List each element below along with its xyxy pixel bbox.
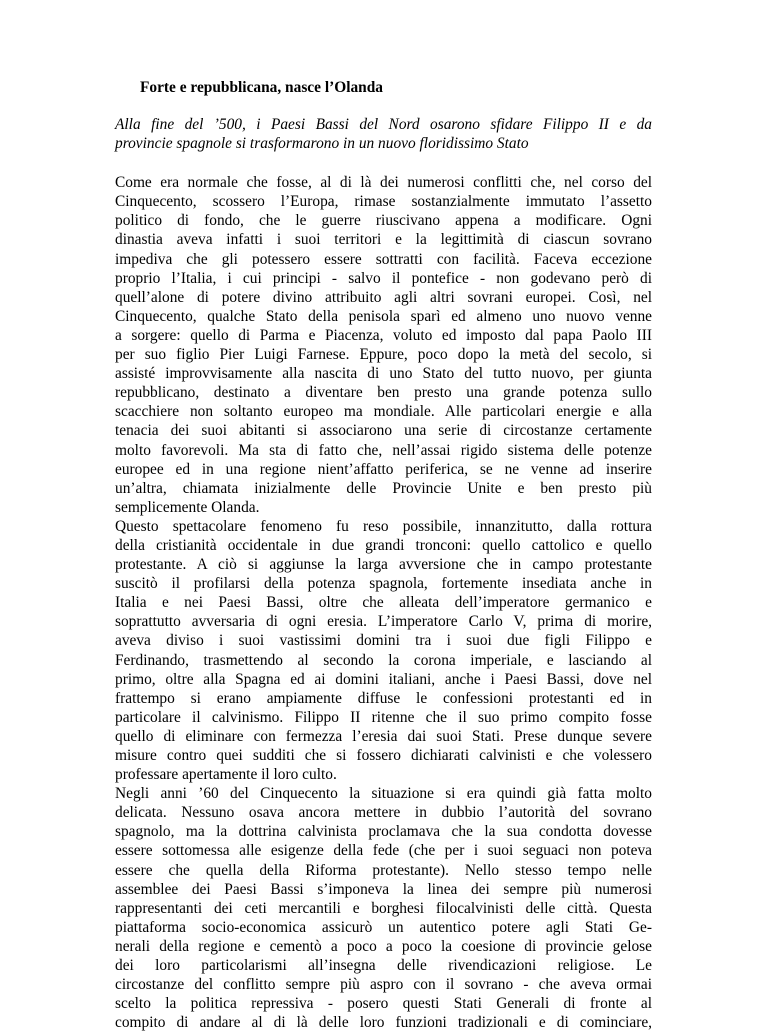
- text-line: dinastia aveva infatti i suoi territori e la legittimità di ciascun sovrano: [115, 231, 652, 249]
- text-line: delicata. Nessuno osava ancora mettere in dubbio l’autorità del sovrano: [115, 804, 652, 822]
- text-line: Cinquecento, qualche Stato della penisola sparì ed almeno uno nuovo venne: [115, 307, 652, 325]
- text-line: essere che quella della Riforma protestante). Nello stesso tempo nelle: [115, 861, 652, 879]
- text-line: assisté improvvisamente alla nascita di uno Stato del tutto nuovo, per giunta: [115, 365, 652, 383]
- text-line: misure contro quei sudditi che si fossero dichiarati calvinisti e che volessero: [115, 747, 652, 764]
- text-line: impediva che gli potessero essere sottratti con facilità. Faceva eccezione: [115, 250, 652, 268]
- text-line: piattaforma socio-economica assicurò un autentico potere agli Stati Ge-: [115, 918, 652, 936]
- text-line: rappresentanti dei ceti mercantili e borghesi filocalvinisti delle città. Questa: [115, 899, 652, 917]
- text-line: quello di eliminare con fermezza l’eresia dai suoi Stati. Prese dunque severe: [115, 727, 652, 745]
- text-line: scacchiere non soltanto europeo ma mondiale. Alle particolari energie e alla: [115, 403, 652, 421]
- text-line: repubblicano, destinato a diventare ben presto una grande potenza sullo: [115, 384, 652, 402]
- text-line: un’altra, chiamata inizialmente delle Provincie Unite e ben presto più: [115, 479, 652, 497]
- text-line: frattempo si erano ampiamente diffuse le confessioni protestanti ed in: [115, 689, 652, 707]
- text-line: Cinquecento, scossero l’Europa, rimase sostanzialmente immutato l’assetto: [115, 193, 652, 211]
- text-line: professare apertamente il loro culto.: [115, 766, 337, 784]
- text-line: essere sottomessa alle esigenze della fede (che per i suoi seguaci non poteva: [115, 842, 652, 860]
- article-body: [115, 173, 652, 1032]
- text-line: semplicemente Olanda.: [115, 498, 260, 516]
- text-line: aveva diviso i suoi vastissimi domini tra i suoi due figli Filippo e: [115, 632, 652, 650]
- text-line: della cristianità occidentale in due grandi tronconi: quello cattolico e quello: [115, 536, 652, 554]
- text-line: scelto la politica repressiva - posero questi Stati Generali di fronte al: [115, 995, 652, 1013]
- subtitle-line: provincie spagnole si trasformarono in un nuovo floridissimo Stato: [115, 135, 529, 153]
- text-line: dei loro particolarismi all’insegna delle rivendicazioni religiose. Le: [115, 957, 652, 975]
- text-line: compito di andare al di là delle loro funzioni tradizionali e di cominciare,: [115, 1014, 652, 1032]
- text-line: Questo spettacolare fenomeno fu reso possibile, innanzitutto, dalla rottura: [115, 517, 652, 535]
- article-subtitle: [115, 115, 652, 153]
- document-page: [115, 78, 652, 1032]
- text-line: molto favorevoli. Ma sta di fatto che, nell’assai rigido sistema delle potenze: [115, 441, 652, 459]
- article-title: Forte e repubblicana, nasce l’Olanda: [140, 79, 383, 96]
- text-line: politico di fondo, che le guerre riuscivano appena a modificare. Ogni: [115, 212, 652, 230]
- text-line: spagnolo, ma la dottrina calvinista proclamava che la sua condotta dovesse: [115, 823, 652, 841]
- text-line: particolare il calvinismo. Filippo II ritenne che il suo primo compito fosse: [115, 708, 652, 726]
- text-line: a sorgere: quello di Parma e Piacenza, voluto ed imposto dal papa Paolo III: [115, 326, 652, 344]
- text-line: primo, oltre alla Spagna ed ai domini italiani, anche i Paesi Bassi, dove nel: [115, 670, 652, 688]
- text-line: tenacia dei suoi abitanti si associarono una serie di circostanze certamente: [115, 422, 652, 440]
- paragraph: [115, 173, 652, 517]
- text-line: proprio l’Italia, i cui principi - salvo il pontefice - non godevano però di: [115, 269, 652, 287]
- paragraph: [115, 517, 652, 784]
- text-line: protestante. A ciò si aggiunse la larga avversione che in campo protestante: [115, 556, 652, 574]
- text-line: Italia e nei Paesi Bassi, oltre che alleata dell’imperatore germanico e: [115, 594, 652, 612]
- text-line: circostanze del conflitto sempre più aspro con il sovrano - che aveva ormai: [115, 976, 652, 994]
- text-line: quell’alone di potere divino attribuito agli altri sovrani europei. Così, nel: [115, 288, 652, 306]
- text-line: per suo figlio Pier Luigi Farnese. Eppure, poco dopo la metà del secolo, si: [115, 346, 652, 364]
- text-line: suscitò il profilarsi della potenza spagnola, fortemente insediata anche in: [115, 575, 652, 593]
- text-line: soprattutto avversaria di ogni eresia. L’imperatore Carlo V, prima di morire,: [115, 613, 652, 631]
- text-line: europee ed in una regione nient’affatto periferica, se ne venne ad inserire: [115, 460, 652, 478]
- subtitle-line: Alla fine del ’500, i Paesi Bassi del Nord osarono sfidare Filippo II e da: [115, 116, 652, 133]
- text-line: assemblee dei Paesi Bassi s’imponeva la linea dei sempre più numerosi: [115, 880, 652, 898]
- paragraph: [115, 784, 652, 1032]
- text-line: Negli anni ’60 del Cinquecento la situazione si era quindi già fatta molto: [115, 785, 652, 803]
- text-line: Ferdinando, trasmettendo al secondo la corona imperiale, e lasciando al: [115, 651, 652, 669]
- text-line: Come era normale che fosse, al di là dei numerosi conflitti che, nel corso del: [115, 174, 652, 192]
- text-line: nerali della regione e cementò a poco a poco la coesione di provincie gelose: [115, 937, 652, 955]
